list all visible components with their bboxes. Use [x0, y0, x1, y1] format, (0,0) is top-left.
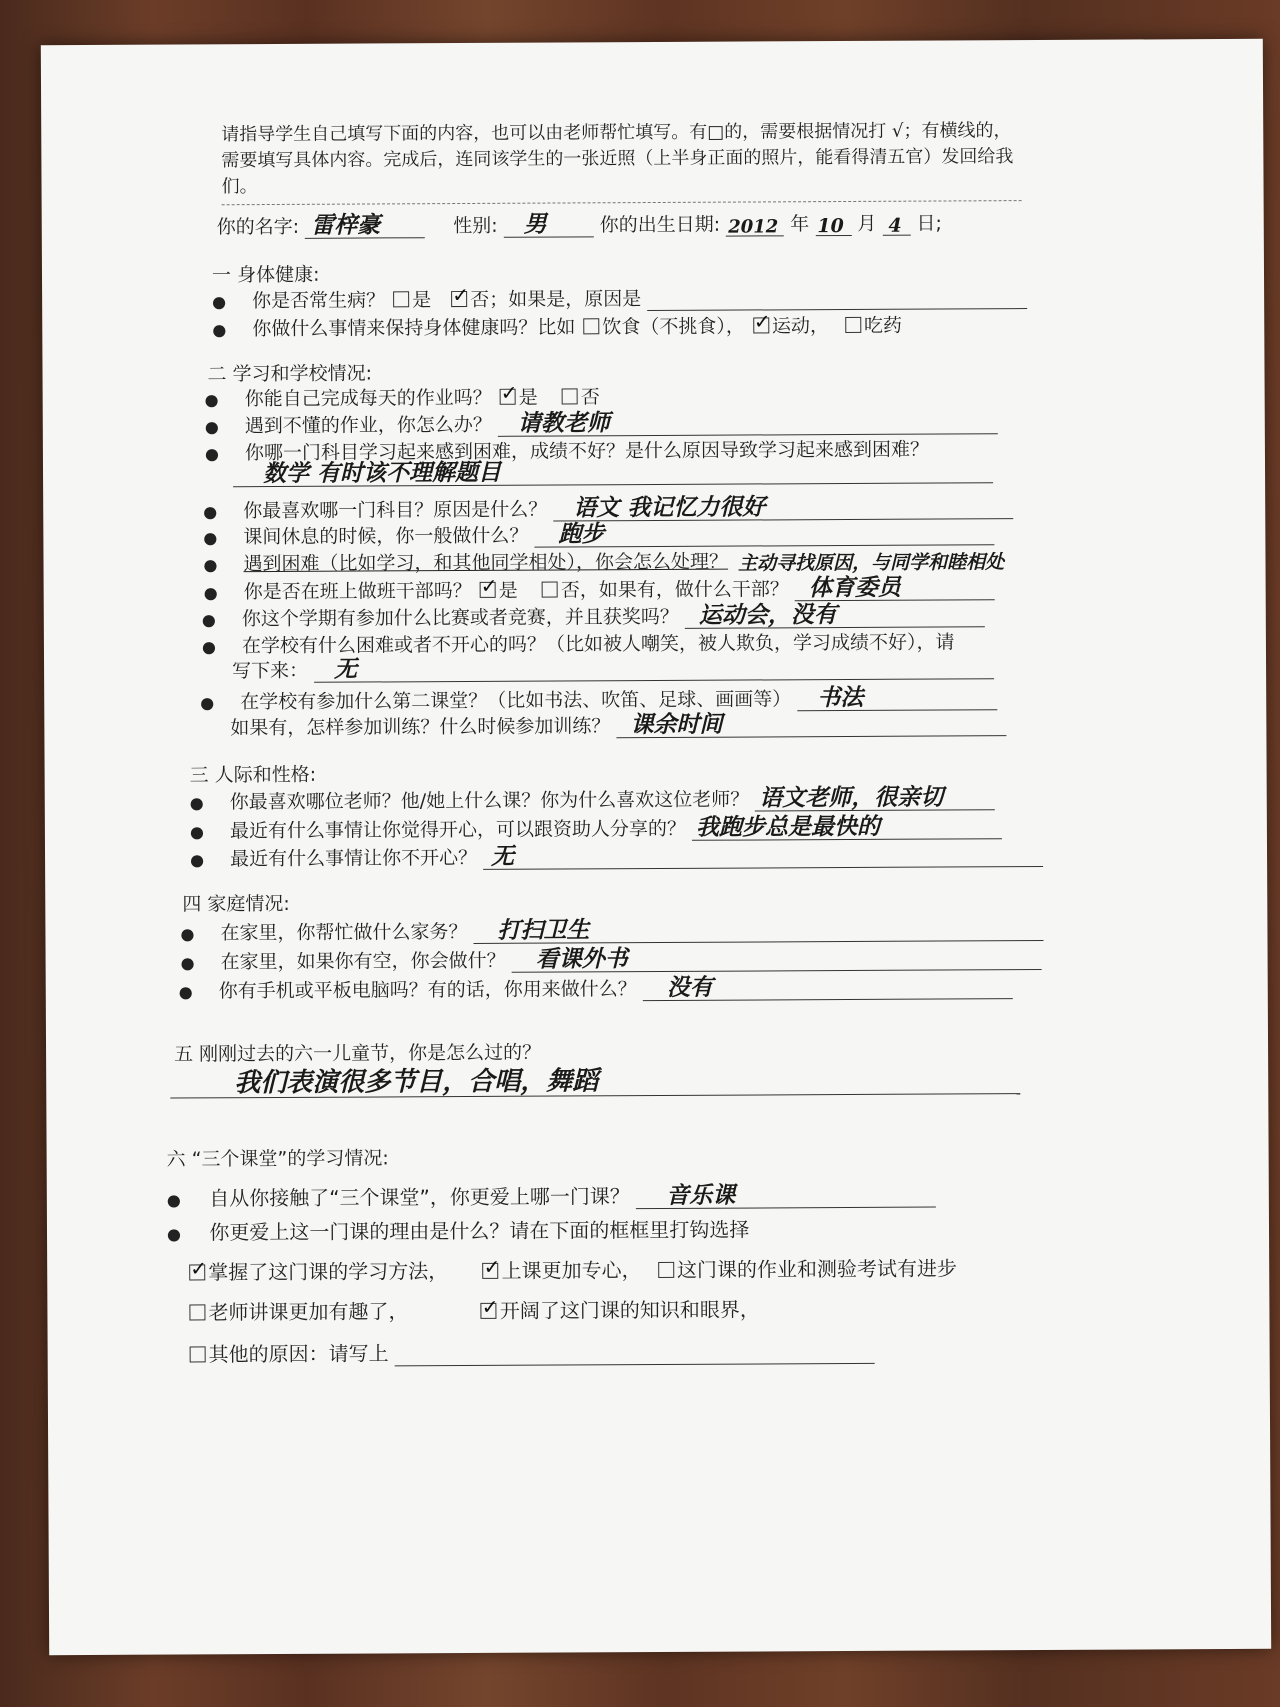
gender-field[interactable]	[504, 210, 594, 238]
s2-q1-text: 你能自己完成每天的作业吗？	[244, 386, 492, 411]
s2-q9-answer: 无	[334, 655, 358, 683]
s2-q8-text: 你这个学期有参加什么比赛或者竞赛，并且获奖吗？	[241, 605, 679, 631]
s4-q2-answer: 看课外书	[535, 945, 628, 973]
s3-q1-answer: 语文老师，很亲切	[759, 783, 944, 812]
s6-opt5-checkbox[interactable]	[481, 1303, 497, 1319]
s4-q3-text: 你有手机或平板电脑吗？有的话，你用来做什么？	[218, 978, 637, 1003]
s2-q1-yes-checkbox[interactable]	[500, 389, 516, 405]
s2-q10-text: 在学校有参加什么第二课堂？（比如书法、吹笛、足球、画画等）	[240, 688, 792, 714]
bullet-icon: ●	[189, 793, 204, 813]
bullet-icon: ●	[201, 637, 216, 657]
s1-q2-medicine-checkbox[interactable]	[845, 317, 861, 333]
s2-q5	[203, 518, 994, 549]
bullet-icon: ●	[204, 390, 219, 410]
s3-q3-text: 最近有什么事情让你不开心？	[230, 846, 478, 871]
s2-q5-answer-field[interactable]	[534, 522, 994, 547]
bullet-icon: ●	[203, 528, 218, 548]
s1-q1-yes-label: 是	[412, 289, 432, 312]
month-label: 月	[857, 212, 877, 235]
s6-opt4-label: 老师讲课更加有趣了，	[208, 1299, 409, 1325]
s3-q1-text: 你最喜欢哪位老师？他/她上什么课？你为什么喜欢这位老师？	[229, 788, 750, 814]
section-6-title: 六 “三个课堂”的学习情况:	[166, 1147, 389, 1171]
bullet-icon: ●	[180, 953, 195, 973]
s2-q6-answer: 主动寻找原因，与同学和睦相处	[738, 551, 1005, 575]
s4-q2-answer-field[interactable]	[512, 947, 1042, 973]
s1-q2-diet-label: 饮食（不挑食），	[602, 315, 745, 339]
s4-q3-answer-field[interactable]	[643, 973, 1013, 1001]
s2-q3-text: 你哪一门科目学习起来感到困难，成绩不好？是什么原因导致学习起来感到困难？	[244, 438, 930, 465]
s2-q1-no-checkbox[interactable]	[562, 388, 578, 404]
bullet-icon: ●	[212, 320, 227, 340]
day-label: 日;	[916, 212, 942, 235]
s1-q1	[212, 282, 1027, 313]
s2-q2-answer-field[interactable]	[498, 411, 998, 437]
s6-opt2-label: 上课更加专心，	[501, 1258, 642, 1283]
s6-opt3-label: 这门课的作业和测验考试有进步	[676, 1256, 957, 1282]
name-label: 你的名字:	[216, 215, 300, 239]
s6-other-reason-field[interactable]	[395, 1341, 875, 1367]
s6-opt5-label: 开阔了这门课的知识和眼界，	[499, 1297, 760, 1323]
s3-q3-answer: 无	[491, 842, 515, 870]
bullet-icon: ●	[203, 555, 218, 575]
s2-q4-answer: 语文 我记忆力很好	[573, 493, 766, 522]
s6-opt6-label: 其他的原因：请写上	[208, 1341, 389, 1367]
bullet-icon: ●	[204, 444, 219, 464]
s6-options-row-3	[188, 1335, 876, 1368]
dob-day-field[interactable]	[882, 213, 910, 236]
bullet-icon: ●	[201, 610, 216, 630]
bullet-icon: ●	[166, 1224, 182, 1244]
s3-q2-text: 最近有什么事情让你觉得开心，可以跟资助人分享的？	[229, 817, 686, 843]
s2-q5-answer: 跑步	[558, 520, 605, 548]
bullet-icon: ●	[178, 982, 193, 1002]
s2-q2-answer: 请教老师	[517, 409, 610, 437]
dob-year-field[interactable]	[726, 213, 784, 236]
s2-q10b	[230, 709, 1006, 740]
section-4-title: 四 家庭情况:	[182, 892, 290, 916]
bullet-icon: ●	[180, 924, 195, 944]
section-2-title: 二 学习和学校情况:	[207, 362, 373, 386]
s6-opt6-checkbox[interactable]	[190, 1346, 206, 1362]
basic-info-row	[217, 208, 942, 239]
s5-answer-row	[170, 1065, 1020, 1098]
form-paper	[41, 39, 1271, 1655]
s5-answer: 我们表演很多节目，合唱，舞蹈	[234, 1066, 599, 1099]
bullet-icon: ●	[189, 822, 204, 842]
s1-q2-exercise-label: 运动，	[771, 315, 829, 338]
s6-opt1-checkbox[interactable]	[189, 1264, 205, 1280]
s2-q10-answer-field[interactable]	[797, 683, 997, 712]
s2-q8-answer: 运动会，没有	[698, 601, 837, 629]
s2-q7-answer: 体育委员	[808, 573, 901, 602]
s4-q2	[181, 943, 1042, 975]
bullet-icon: ●	[204, 417, 219, 437]
s6-opt1-label: 掌握了这门课的学习方法，	[208, 1259, 449, 1285]
s6-q1-text: 自从你接触了“三个课堂”，你更爱上哪一门课？	[209, 1184, 630, 1211]
s3-q2-answer: 我跑步总是最快的	[695, 812, 881, 841]
s6-q1	[167, 1179, 937, 1212]
gender-label: 性别:	[453, 214, 498, 238]
name-value: 雷梓豪	[311, 211, 381, 239]
s3-q2	[190, 812, 1002, 843]
section-1-title: 一 身体健康:	[211, 263, 320, 287]
name-field[interactable]	[305, 211, 425, 239]
s2-q3-answer: 数学 有时该不理解题目	[262, 458, 502, 488]
s6-q1-answer-field[interactable]	[636, 1181, 936, 1210]
s6-options-row-2	[187, 1293, 760, 1325]
s6-opt3-checkbox[interactable]	[658, 1262, 674, 1278]
s2-q9b-text: 写下来：	[232, 659, 309, 683]
s2-q1-no-label: 否	[580, 386, 600, 409]
s3-q3-answer-field[interactable]	[483, 844, 1043, 870]
s6-opt4-checkbox[interactable]	[189, 1304, 205, 1320]
s1-q1-no-checkbox[interactable]	[451, 291, 467, 307]
s4-q1-answer: 打扫卫生	[497, 916, 590, 944]
instructions: 请指导学生自己填写下面的内容，也可以由老师帮忙填写。有□的，需要根据情况打 √；有横线的，需要填写具体内容。完成后，连同该学生的一张近照（上半身正面的照片，能看得清五官）发回给我们。	[221, 120, 1014, 198]
s6-options-row-1	[187, 1252, 957, 1285]
bullet-icon: ●	[166, 1190, 181, 1210]
section-3-title: 三 人际和性格:	[189, 763, 317, 787]
s6-opt2-checkbox[interactable]	[483, 1263, 499, 1279]
s2-q8	[202, 600, 985, 631]
s4-q3-answer: 没有	[666, 973, 713, 1001]
s1-q1-yes-checkbox[interactable]	[393, 291, 409, 307]
s2-q6	[203, 545, 1044, 576]
s2-q9b	[232, 652, 994, 683]
s2-q7	[204, 573, 995, 604]
s2-q10b-answer-field[interactable]	[616, 710, 1006, 739]
s1-q2	[212, 311, 902, 342]
s2-q10b-answer: 课余时间	[630, 710, 723, 739]
dob-label: 你的出生日期:	[599, 213, 721, 237]
section-5-title: 五 刚刚过去的六一儿童节，你是怎么过的？	[174, 1041, 542, 1066]
bullet-icon: ●	[190, 850, 205, 870]
s6-q2	[167, 1214, 749, 1246]
s2-q7-no-label: 否，如果有，做什么干部？	[560, 578, 789, 602]
s1-q2-diet-checkbox[interactable]	[583, 318, 599, 334]
s3-q3	[190, 840, 1043, 871]
dob-day-value: 4	[888, 214, 902, 237]
s2-q2-text: 遇到不懂的作业，你怎么办？	[244, 413, 492, 438]
s2-q9-text: 在学校有什么困难或者不开心的吗？（比如被人嘲笑，被人欺负，学习成绩不好），请	[241, 631, 955, 658]
s2-q4-text: 你最喜欢哪一门科目？原因是什么？	[243, 498, 548, 523]
s1-q2-exercise-checkbox[interactable]	[753, 317, 769, 333]
s1-q2-text: 你做什么事情来保持身体健康吗？比如	[252, 316, 576, 341]
s2-q10-answer: 书法	[817, 683, 864, 712]
bullet-icon: ●	[203, 502, 218, 522]
bullet-icon: ●	[212, 292, 227, 312]
s4-q1-text: 在家里，你帮忙做什么家务？	[220, 920, 468, 945]
dashed-divider	[222, 200, 1022, 205]
s6-q2-text: 你更爱上这一门课的理由是什么？请在下面的框框里打钩选择	[209, 1217, 750, 1245]
s1-q1-no-label: 否；如果是，原因是	[470, 288, 642, 311]
s2-q10b-text: 如果有，怎样参加训练？什么时候参加训练？	[230, 715, 611, 740]
s2-q7-yes-label: 是	[498, 579, 518, 602]
s1-q2-medicine-label: 吃药	[863, 314, 903, 337]
bullet-icon: ●	[203, 583, 218, 603]
s2-q5-text: 课间休息的时候，你一般做什么？	[243, 524, 529, 549]
s2-q7-yes-checkbox[interactable]	[480, 582, 496, 598]
s2-q7-no-checkbox[interactable]	[542, 582, 558, 598]
s2-q1-yes-label: 是	[518, 386, 538, 409]
s1-q1-reason-field[interactable]	[647, 286, 1027, 311]
s2-q2	[205, 407, 998, 438]
s4-q3	[179, 972, 1013, 1003]
s2-q7-text: 你是否在班上做班干部吗？	[243, 579, 472, 604]
dob-month-field[interactable]	[815, 213, 851, 236]
s4-q2-text: 在家里，如果你有空，你会做什？	[220, 949, 506, 974]
s2-q3-answer-field[interactable]	[233, 460, 993, 487]
s2-q8-answer-field[interactable]	[685, 601, 985, 629]
s2-q3-answer-row	[233, 460, 993, 487]
s2-q9-answer-field[interactable]	[314, 656, 994, 683]
s1-q1-text: 你是否常生病？	[252, 289, 386, 313]
s3-q2-answer-field[interactable]	[692, 812, 1002, 841]
dob-year-value: 2012	[728, 216, 779, 238]
dob-month-value: 10	[817, 215, 844, 238]
year-label: 年	[790, 213, 810, 236]
s5-answer-field[interactable]	[170, 1065, 1020, 1098]
s2-q6-text: 遇到困难（比如学习，和其他同学相处），你会怎么处理？	[243, 550, 729, 576]
s6-q1-answer: 音乐课	[666, 1181, 736, 1209]
gender-value: 男	[523, 210, 547, 238]
bullet-icon: ●	[200, 693, 215, 713]
